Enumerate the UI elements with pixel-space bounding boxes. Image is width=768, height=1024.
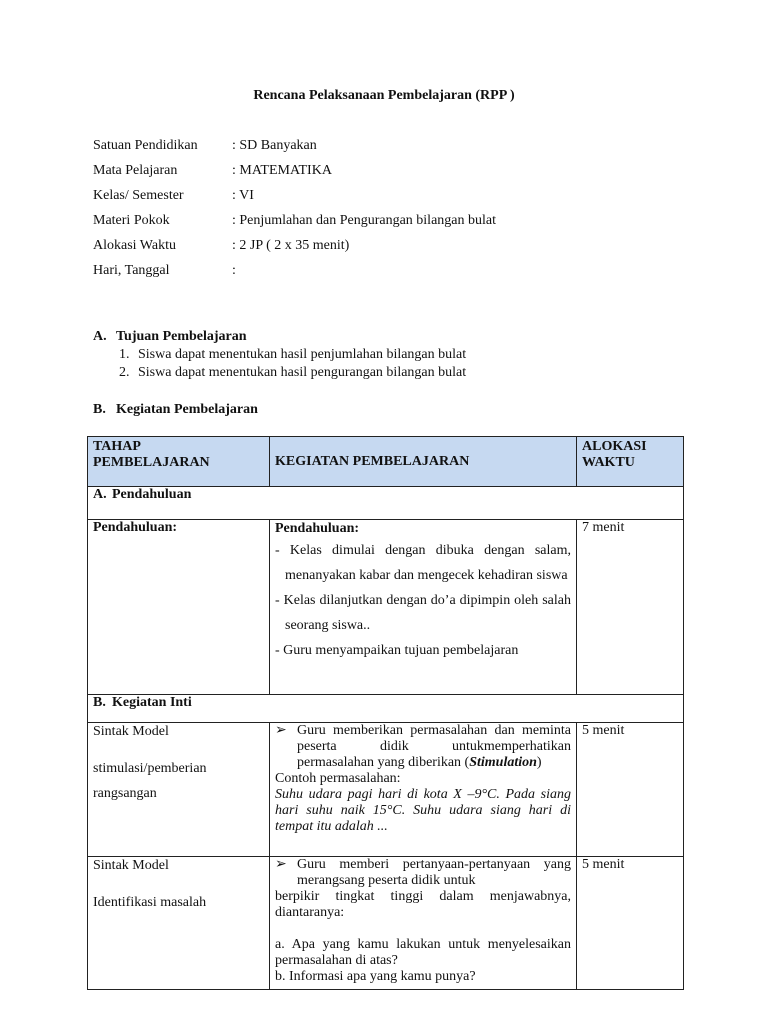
table-row [88,520,684,695]
tahap-text: Sintak Model [93,724,169,739]
point-continuation: berpikir tingkat tinggi dalam menjawabnya, diantaranya: [275,889,571,920]
list-item [93,364,466,382]
kegiatan-item: - Guru menyampaikan tujuan pembelajaran [275,643,519,658]
info-label: Materi Pokok [93,213,170,228]
info-label: Hari, Tanggal [93,263,170,278]
header-kegiatan [270,437,577,487]
info-value: : [232,263,236,278]
header-text: WAKTU [582,455,635,470]
info-value: : VI [232,188,254,203]
list-number: 2. [119,365,130,380]
section-title: Tujuan Pembelajaran [116,329,247,344]
list-number: 1. [119,347,130,362]
waktu-cell [577,723,684,857]
arrow-bullet-icon: ➢ [275,723,287,738]
header-text: PEMBELAJARAN [93,455,210,470]
tahap-cell [88,857,270,990]
kegiatan-cell [270,857,577,990]
phase-label: Pendahuluan [112,487,192,502]
kegiatan-item: - Kelas dilanjutkan dengan do’a dipimpin oleh salah seorang siswa.. [275,593,571,633]
section-letter: B. [93,402,106,417]
header-alokasi [577,437,684,487]
phase-row-inti [88,695,684,723]
document-title: Rencana Pelaksanaan Pembelajaran (RPP ) [253,88,515,103]
table-row [88,723,684,857]
header-text: KEGIATAN PEMBELAJARAN [275,453,470,469]
tahap-cell [88,723,270,857]
waktu-value: 5 menit [582,723,625,738]
contoh-label: Contoh permasalahan: [275,771,401,786]
point-text: Guru memberi pertanyaan-pertanyaan yang merangsang peserta didik untuk [297,857,571,888]
tahap-text: rangsangan [93,786,157,801]
info-label: Mata Pelajaran [93,163,178,178]
phase-row-pendahuluan [88,487,684,520]
question-a: a. Apa yang kamu lakukan untuk menyelesaikan permasalahan di atas? [275,937,571,968]
waktu-value: 5 menit [582,857,625,872]
section-tujuan [93,328,466,382]
info-row-materi [93,212,496,237]
kegiatan-cell [270,723,577,857]
section-heading [93,328,466,346]
waktu-value: 7 menit [582,520,625,535]
info-label: Kelas/ Semester [93,188,184,203]
section-kegiatan [93,401,258,419]
list-text: Siswa dapat menentukan hasil penjumlahan bilangan bulat [138,347,467,362]
waktu-cell [577,520,684,695]
info-row-hari [93,262,496,287]
info-value: : 2 JP ( 2 x 35 menit) [232,238,350,253]
tahap-text: Sintak Model [93,858,169,873]
header-text: ALOKASI [582,439,647,454]
section-heading [93,401,258,419]
point-text: Guru memberikan permasalahan dan meminta peserta didik untukmemperhatikan permasalahan yang diberikan ( [297,723,571,770]
section-letter: A. [93,329,107,344]
kegiatan-point [275,723,571,771]
kegiatan-heading: Pendahuluan: [275,521,360,536]
info-value: : Penjumlahan dan Pengurangan bilangan bulat [232,213,496,228]
arrow-bullet-icon: ➢ [275,857,287,872]
info-value: : MATEMATIKA [232,163,332,178]
table-header-row [88,437,684,487]
identity-block [93,137,496,287]
table-row [88,857,684,990]
list-item [93,346,466,364]
kegiatan-item: - Kelas dimulai dengan dibuka dengan salam, menanyakan kabar dan mengecek kehadiran siswa [275,543,571,583]
tahap-label: Pendahuluan: [93,520,178,535]
kegiatan-point [275,857,571,889]
contoh-text: Suhu udara pagi hari di kota X –9°C. Pada siang hari suhu naik 15°C. Suhu udara siang hari di tempat itu adalah ... [275,787,571,834]
waktu-cell [577,857,684,990]
info-label: Satuan Pendidikan [93,138,198,153]
question-b: b. Informasi apa yang kamu punya? [275,969,476,984]
header-tahap [88,437,270,487]
phase-cell [88,695,684,723]
phase-letter: B. [93,695,106,710]
info-row-satuan [93,137,496,162]
phase-label: Kegiatan Inti [112,695,192,710]
info-row-mapel [93,162,496,187]
info-row-alokasi [93,237,496,262]
phase-letter: A. [93,487,107,502]
phase-cell [88,487,684,520]
info-value: : SD Banyakan [232,138,317,153]
activity-table [87,436,684,990]
tahap-cell [88,520,270,695]
info-label: Alokasi Waktu [93,238,176,253]
kegiatan-cell [270,520,577,695]
header-text: TAHAP [93,439,141,454]
point-emphasis: Stimulation [469,755,537,770]
point-text: ) [536,755,542,770]
tahap-text: stimulasi/pemberian [93,761,207,776]
tahap-text: Identifikasi masalah [93,895,207,910]
info-row-kelas [93,187,496,212]
section-title: Kegiatan Pembelajaran [116,402,258,417]
list-text: Siswa dapat menentukan hasil pengurangan bilangan bulat [138,365,467,380]
